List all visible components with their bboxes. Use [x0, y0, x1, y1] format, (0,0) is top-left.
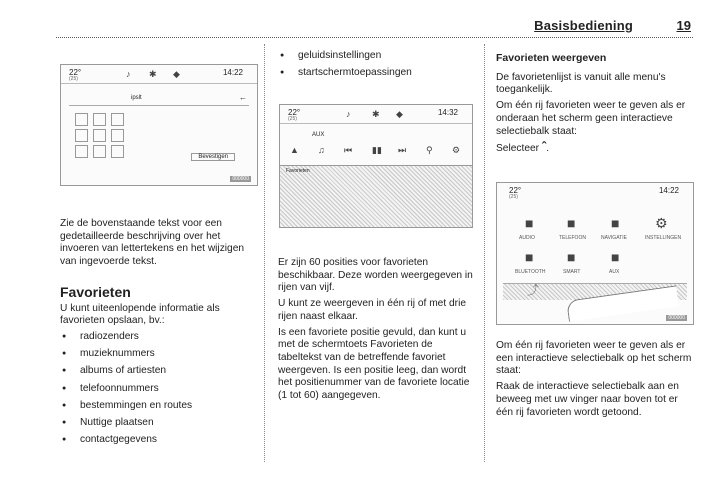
search-icon: ⚲ [426, 145, 433, 155]
chevron-up-icon: ˆ [541, 139, 547, 155]
text-input-row [69, 95, 249, 106]
column-divider [484, 44, 485, 462]
select-instruction: Selecteer ˆ. [496, 139, 550, 155]
app-label: AUX [609, 269, 620, 275]
paragraph: Om één rij favorieten weer te geven als er onderaan het scherm geen interactieve selectiebalk staat: [496, 100, 686, 137]
subtext-label: (25) [288, 116, 297, 122]
typed-text: ipslt [131, 95, 142, 101]
figure-code: 000000 [232, 176, 249, 182]
favorites-heading: Favorieten [60, 283, 131, 300]
home-icon: ◆ [396, 109, 403, 119]
paragraph: Raak de interactieve selectiebalk aan en beweeg met uw vinger naar boven tot er één rij favorieten wordt getoond. [496, 381, 679, 418]
clock-label: 14:22 [658, 186, 679, 195]
aux-app-icon: ■ [611, 249, 620, 265]
paragraph: Er zijn 60 posities voor favorieten beschikbaar. Deze worden weergegeven in rijen van vijf. [278, 257, 473, 294]
figure-code: 000000 [668, 315, 685, 321]
speaker-icon: ▲ [290, 145, 299, 155]
temperature-label: 22° [69, 68, 82, 77]
favorites-list [60, 331, 258, 447]
favorites-row [280, 165, 472, 227]
app-label: BLUETOOTH [515, 269, 546, 275]
app-label: NAVIGATIE [601, 235, 627, 241]
bluetooth-app-icon: ■ [525, 249, 534, 265]
app-label: INSTELLINGEN [645, 235, 682, 241]
paragraph: Om één rij favorieten weer te geven als er een interactieve selectiebalk op het scherm staat: [496, 340, 692, 377]
phone-icon: ♪ [346, 109, 351, 119]
list-item: ● telefoonnummers [60, 383, 258, 396]
key [93, 129, 106, 142]
list-item: ● geluidsinstellingen [278, 50, 478, 63]
key [111, 129, 124, 142]
favorites-intro: U kunt uiteenlopende informatie als favorieten opslaan, bv.: [60, 302, 220, 327]
column-2 [278, 257, 478, 406]
sound-icon: ✱ [372, 109, 380, 119]
key [75, 145, 88, 158]
paragraph: De favorietenlijst is vanuit alle menu's toegankelijk. [496, 71, 666, 96]
audio-app-icon: ■ [525, 215, 534, 231]
music-icon: ♫ [318, 145, 325, 155]
app-label: TELEFOON [559, 235, 586, 241]
list-item: ● startschermtoepassingen [278, 67, 478, 80]
key [111, 113, 124, 126]
list-item: ● muzieknummers [60, 348, 258, 361]
key [111, 145, 124, 158]
column-1 [60, 218, 258, 451]
smartphone-app-icon: ■ [567, 249, 576, 265]
clock-label: 14:32 [437, 108, 458, 117]
home-icon: ◆ [173, 69, 180, 79]
swipe-gesture-figure [496, 182, 694, 325]
favorites-row-figure [279, 104, 473, 228]
paragraph: Is een favoriete positie gevuld, dan kunt u met de schermtoets Favorieten de tabeltekst van de betreffende favoriet weergeven. Is een positie leeg, dan wordt het positienummer van de favoriete locatie (1 tot 60) aangegeven. [278, 326, 470, 402]
key [75, 129, 88, 142]
pause-icon: ▮▮ [372, 145, 382, 155]
key [93, 113, 106, 126]
navigation-app-icon: ■ [611, 215, 620, 231]
source-label: AUX [312, 132, 325, 138]
settings-app-icon: ⚙ [655, 215, 668, 231]
key [93, 145, 106, 158]
list-item: ● bestemmingen en routes [60, 400, 258, 413]
keyboard-caption: Zie de bovenstaande tekst voor een gedetailleerde beschrijving over het invoeren van lettertekens en het wijzigen van ingevoerde tekst. [60, 218, 245, 268]
key [75, 113, 88, 126]
previous-icon: ⏮ [344, 145, 353, 155]
swipe-arrow-icon: ⤴ [527, 283, 540, 297]
paragraph: U kunt ze weergeven in één rij of met drie rijen naast elkaar. [278, 298, 466, 322]
subtext-label: (25) [69, 76, 78, 82]
page-header [0, 0, 719, 40]
column-3-bottom [496, 340, 696, 422]
list-item: ● albums of artiesten [60, 365, 258, 378]
list-item: ● radiozenders [60, 331, 258, 344]
phone-app-icon: ■ [567, 215, 576, 231]
next-icon: ⏭ [398, 145, 407, 155]
app-label: SMART [563, 269, 581, 275]
header-rule [56, 37, 693, 38]
chapter-title: Basisbediening [534, 18, 633, 33]
column-2-list [278, 50, 478, 84]
temperature-label: 22° [509, 186, 522, 195]
column-divider [264, 44, 265, 462]
settings-icon: ⚙ [452, 145, 461, 155]
app-label: AUDIO [519, 235, 535, 241]
show-favorites-heading: Favorieten weergeven [496, 52, 607, 64]
clock-label: 14:22 [222, 68, 243, 77]
phone-icon: ♪ [126, 69, 131, 79]
backspace-icon: ← [239, 93, 247, 102]
list-item: ● Nuttige plaatsen [60, 417, 258, 430]
temperature-label: 22° [288, 108, 301, 117]
column-3 [496, 52, 696, 159]
keyboard-screen-figure [60, 64, 258, 186]
sound-icon: ✱ [149, 69, 157, 79]
subtext-label: (25) [509, 194, 518, 200]
confirm-key: Bevestigen [191, 153, 235, 161]
favorites-row-label: Favorieten [286, 168, 310, 174]
list-item: ● contactgegevens [60, 434, 258, 447]
page-number: 19 [676, 18, 691, 33]
